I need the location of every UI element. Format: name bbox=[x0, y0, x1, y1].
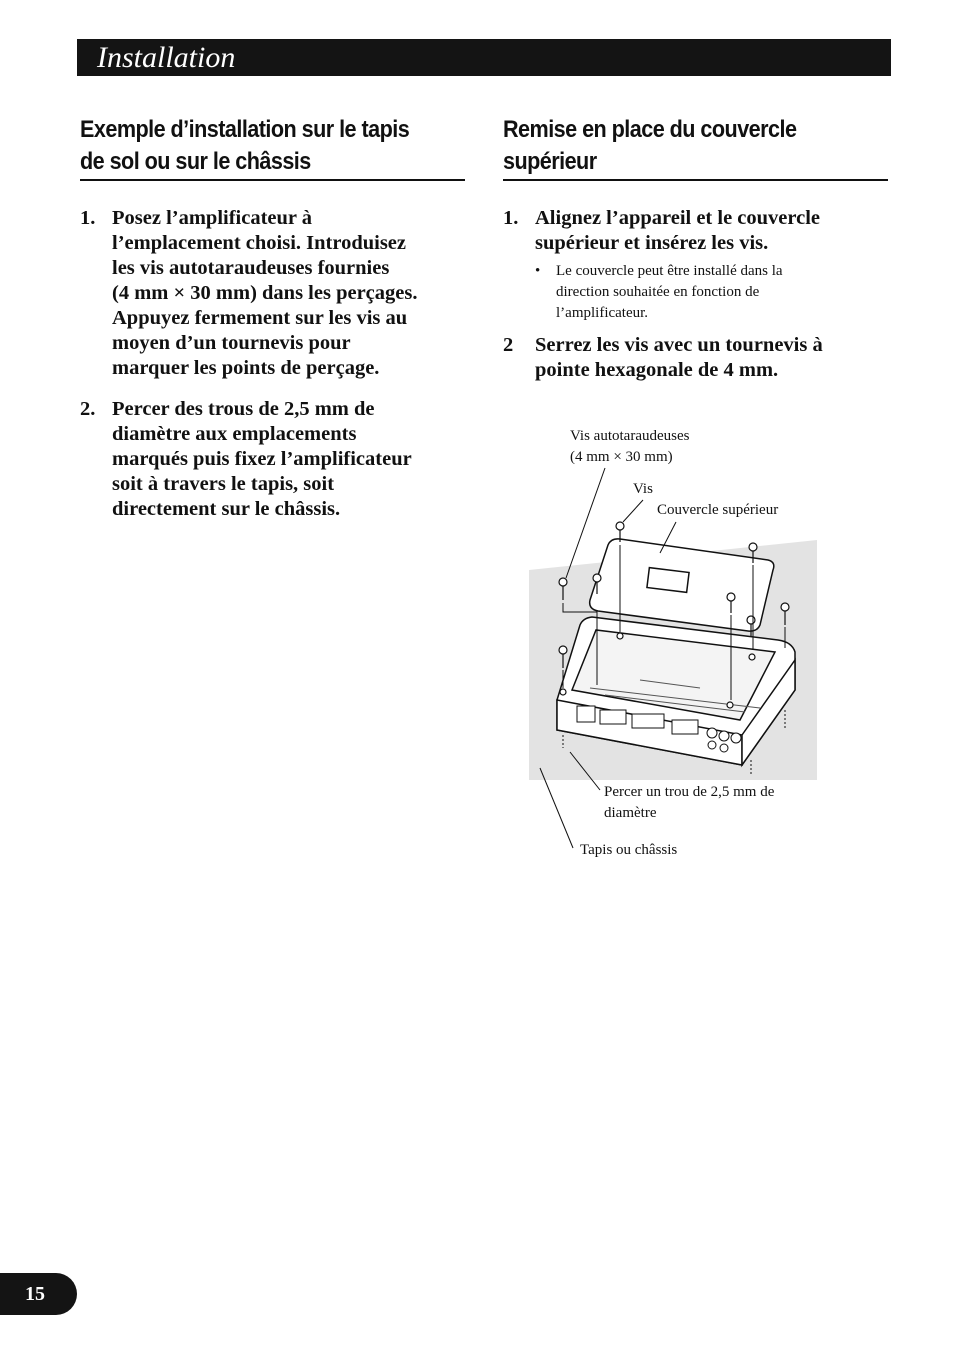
right-step-1-number: 1. bbox=[503, 207, 519, 229]
right-heading-line-2: supérieur bbox=[503, 148, 597, 175]
text-line: Percer un trou de 2,5 mm de bbox=[604, 784, 775, 800]
text-line: Serrez les vis avec un tournevis à bbox=[535, 334, 823, 356]
page-number: 15 bbox=[25, 1283, 45, 1305]
text-line: diamètre aux emplacements bbox=[112, 423, 357, 445]
text-line: soit à travers le tapis, soit bbox=[112, 473, 335, 495]
text-line: marquer les points de perçage. bbox=[112, 357, 380, 379]
label-self-tapping-screws bbox=[570, 426, 689, 468]
text-line: l’amplificateur. bbox=[556, 305, 649, 321]
left-step-1-number: 1. bbox=[80, 207, 96, 229]
text-line: directement sur le châssis. bbox=[112, 498, 341, 520]
text-line: Alignez l’appareil et le couvercle bbox=[535, 207, 821, 229]
text-line: direction souhaitée en fonction de bbox=[556, 284, 760, 300]
text-line: pointe hexagonale de 4 mm. bbox=[535, 359, 779, 381]
right-step-2-number: 2 bbox=[503, 334, 514, 356]
page-number-tab bbox=[0, 1273, 77, 1315]
left-step-2-number: 2. bbox=[80, 398, 96, 420]
label-drill-hole bbox=[604, 782, 774, 824]
right-heading-line-1: Remise en place du couvercle bbox=[503, 116, 797, 143]
text-line: les vis autotaraudeuses fournies bbox=[112, 257, 390, 279]
text-line: marqués puis fixez l’amplificateur bbox=[112, 448, 412, 470]
text-line: diamètre bbox=[604, 805, 657, 821]
text-line: Le couvercle peut être installé dans la bbox=[556, 263, 783, 279]
text-line: supérieur et insérez les vis. bbox=[535, 232, 769, 254]
text-line: l’emplacement choisi. Introduisez bbox=[112, 232, 406, 254]
label-mat-or-chassis: Tapis ou châssis bbox=[580, 842, 678, 858]
left-heading-line-1: Exemple d’installation sur le tapis bbox=[80, 116, 410, 143]
left-heading-line-2: de sol ou sur le châssis bbox=[80, 148, 311, 175]
text-line: Percer des trous de 2,5 mm de bbox=[112, 398, 375, 420]
text-line: Vis autotaraudeuses bbox=[570, 428, 690, 444]
page-title: Installation bbox=[97, 41, 236, 74]
text-line: Appuyez fermement sur les vis au bbox=[112, 307, 408, 329]
text-line: (4 mm × 30 mm) bbox=[570, 449, 673, 465]
label-top-cover: Couvercle supérieur bbox=[657, 502, 779, 518]
label-screw: Vis bbox=[633, 481, 653, 497]
text-line: (4 mm × 30 mm) dans les perçages. bbox=[112, 282, 418, 304]
bullet-mark: • bbox=[535, 263, 541, 279]
text-line: moyen d’un tournevis pour bbox=[112, 332, 351, 354]
text-line: Posez l’amplificateur à bbox=[112, 207, 313, 229]
